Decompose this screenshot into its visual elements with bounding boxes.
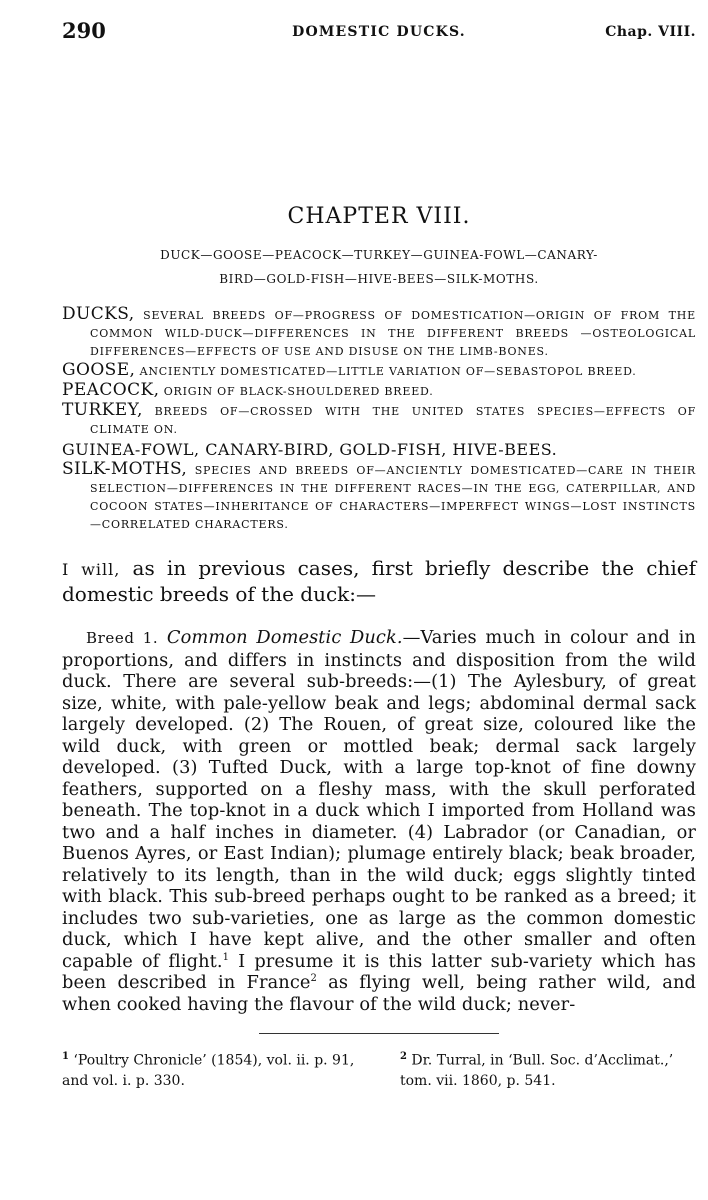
page-number: 290: [62, 18, 106, 43]
footnote-text: Dr. Turral, in ‘Bull. Soc. d’Acclimat.,’ tom. vii. 1860, p. 541.: [400, 1052, 674, 1090]
entry-text: SEVERAL BREEDS OF—PROGRESS OF DOMESTICATION—ORIGIN OF FROM THE COMMON WILD-DUCK—DIFFERENCES IN THE DIFFERENT BREEDS —OSTEOLOGICAL DIFFERENCES—EFFECTS OF USE AND DISUSE ON THE LIMB-BONES.: [90, 309, 697, 358]
contents-entry: [62, 460, 696, 534]
footnote-divider: [259, 1033, 499, 1034]
contents-entry: [62, 439, 696, 460]
opening-text: as in previous cases, first briefly describe the chief domestic breeds of the duck:—: [62, 556, 696, 606]
breed-text: —Varies much in colour and in proportions, and differs in instincts and disposition from the wild duck. There are several sub-breeds:—(1) The Aylesbury, of great size, white, with pale-yellow beak and legs; abdominal dermal sack largely developed. (2) The Rouen, of great size, coloured like the wild duck, with green or mottled beak; dermal sack largely developed. (3) Tufted Duck, with a large top-knot of fine downy feathers, supported on a fleshy mass, with the skull perforated beneath. The top-knot in a duck which I imported from Holland was two and a half inches in diameter. (4) Labrador (or Canadian, or Buenos Ayres, or East Indian); plumage entirely black; beak broader, relatively to its length, than in the wild duck; eggs slightly tinted with black. This sub-breed perhaps ought to be ranked as a breed; it includes two sub-varieties, one as large as the common domestic duck, which I have kept alive, and the other smaller and often capable of flight.: [62, 627, 696, 972]
entry-head: DUCKS,: [62, 304, 135, 324]
opening-paragraph: [62, 556, 696, 607]
breed-name: Common Domestic Duck.: [166, 627, 403, 648]
chapter-reference: Chap. VIII.: [605, 24, 696, 40]
footnote-ref[interactable]: 2: [310, 973, 317, 985]
contents-entry: [62, 361, 696, 381]
footnote-text: ‘Poultry Chronicle’ (1854), vol. ii. p. 91, and vol. i. p. 330.: [62, 1052, 355, 1090]
entry-head: GUINEA-FOWL, CANARY-BIRD, GOLD-FISH, HIVE-BEES.: [62, 440, 558, 459]
chapter-subjects: [62, 243, 696, 291]
entry-head: TURKEY,: [62, 400, 143, 420]
entry-text: ORIGIN OF BLACK-SHOULDERED BREED.: [163, 385, 434, 398]
footnote-ref[interactable]: 1: [222, 951, 230, 963]
chapter-contents: [62, 305, 696, 534]
entry-text: BREEDS OF—CROSSED WITH THE UNITED STATES SPECIES—EFFECTS OF CLIMATE ON.: [90, 405, 697, 436]
book-page: [62, 14, 696, 1096]
contents-entry: [62, 305, 696, 361]
breed-paragraph: [62, 627, 696, 1015]
breed-text: I presume it is this latter sub-variety which has been described in France: [62, 950, 696, 993]
footnote: [62, 1046, 382, 1093]
footnote-number: 1: [62, 1050, 69, 1062]
footnote: [400, 1046, 700, 1093]
entry-head: SILK-MOTHS,: [62, 459, 188, 479]
entry-head: GOOSE,: [62, 360, 136, 380]
subjects-line: BIRD—GOLD-FISH—HIVE-BEES—SILK-MOTHS.: [219, 272, 539, 286]
chapter-title: CHAPTER VIII.: [287, 204, 471, 229]
subjects-line: DUCK—GOOSE—PEACOCK—TURKEY—GUINEA-FOWL—CANARY-: [160, 248, 598, 262]
footnotes: [62, 1046, 696, 1096]
running-head: [62, 14, 696, 44]
contents-entry: [62, 381, 696, 401]
breed-text: as flying well, being rather wild, and when cooked having the flavour of the wild duck; never-: [62, 972, 696, 1015]
entry-text: SPECIES AND BREEDS OF—ANCIENTLY DOMESTICATED—CARE IN THEIR SELECTION—DIFFERENCES IN THE DIFFERENT RACES—IN THE EGG, CATERPILLAR, AND COCOON STATES—INHERITANCE OF CHARACTERS—IMPERFECT WINGS—LOST INSTINCTS—CORRELATED CHARACTERS.: [90, 464, 697, 531]
footnote-number: 2: [400, 1050, 407, 1062]
contents-entry: [62, 401, 696, 439]
entry-text: ANCIENTLY DOMESTICATED—LITTLE VARIATION OF—SEBASTOPOL BREED.: [139, 365, 637, 378]
breed-label: Breed 1.: [86, 629, 159, 647]
opening-smallcaps: I will,: [62, 560, 121, 579]
running-title: DOMESTIC DUCKS.: [292, 24, 466, 40]
entry-head: PEACOCK,: [62, 380, 160, 400]
